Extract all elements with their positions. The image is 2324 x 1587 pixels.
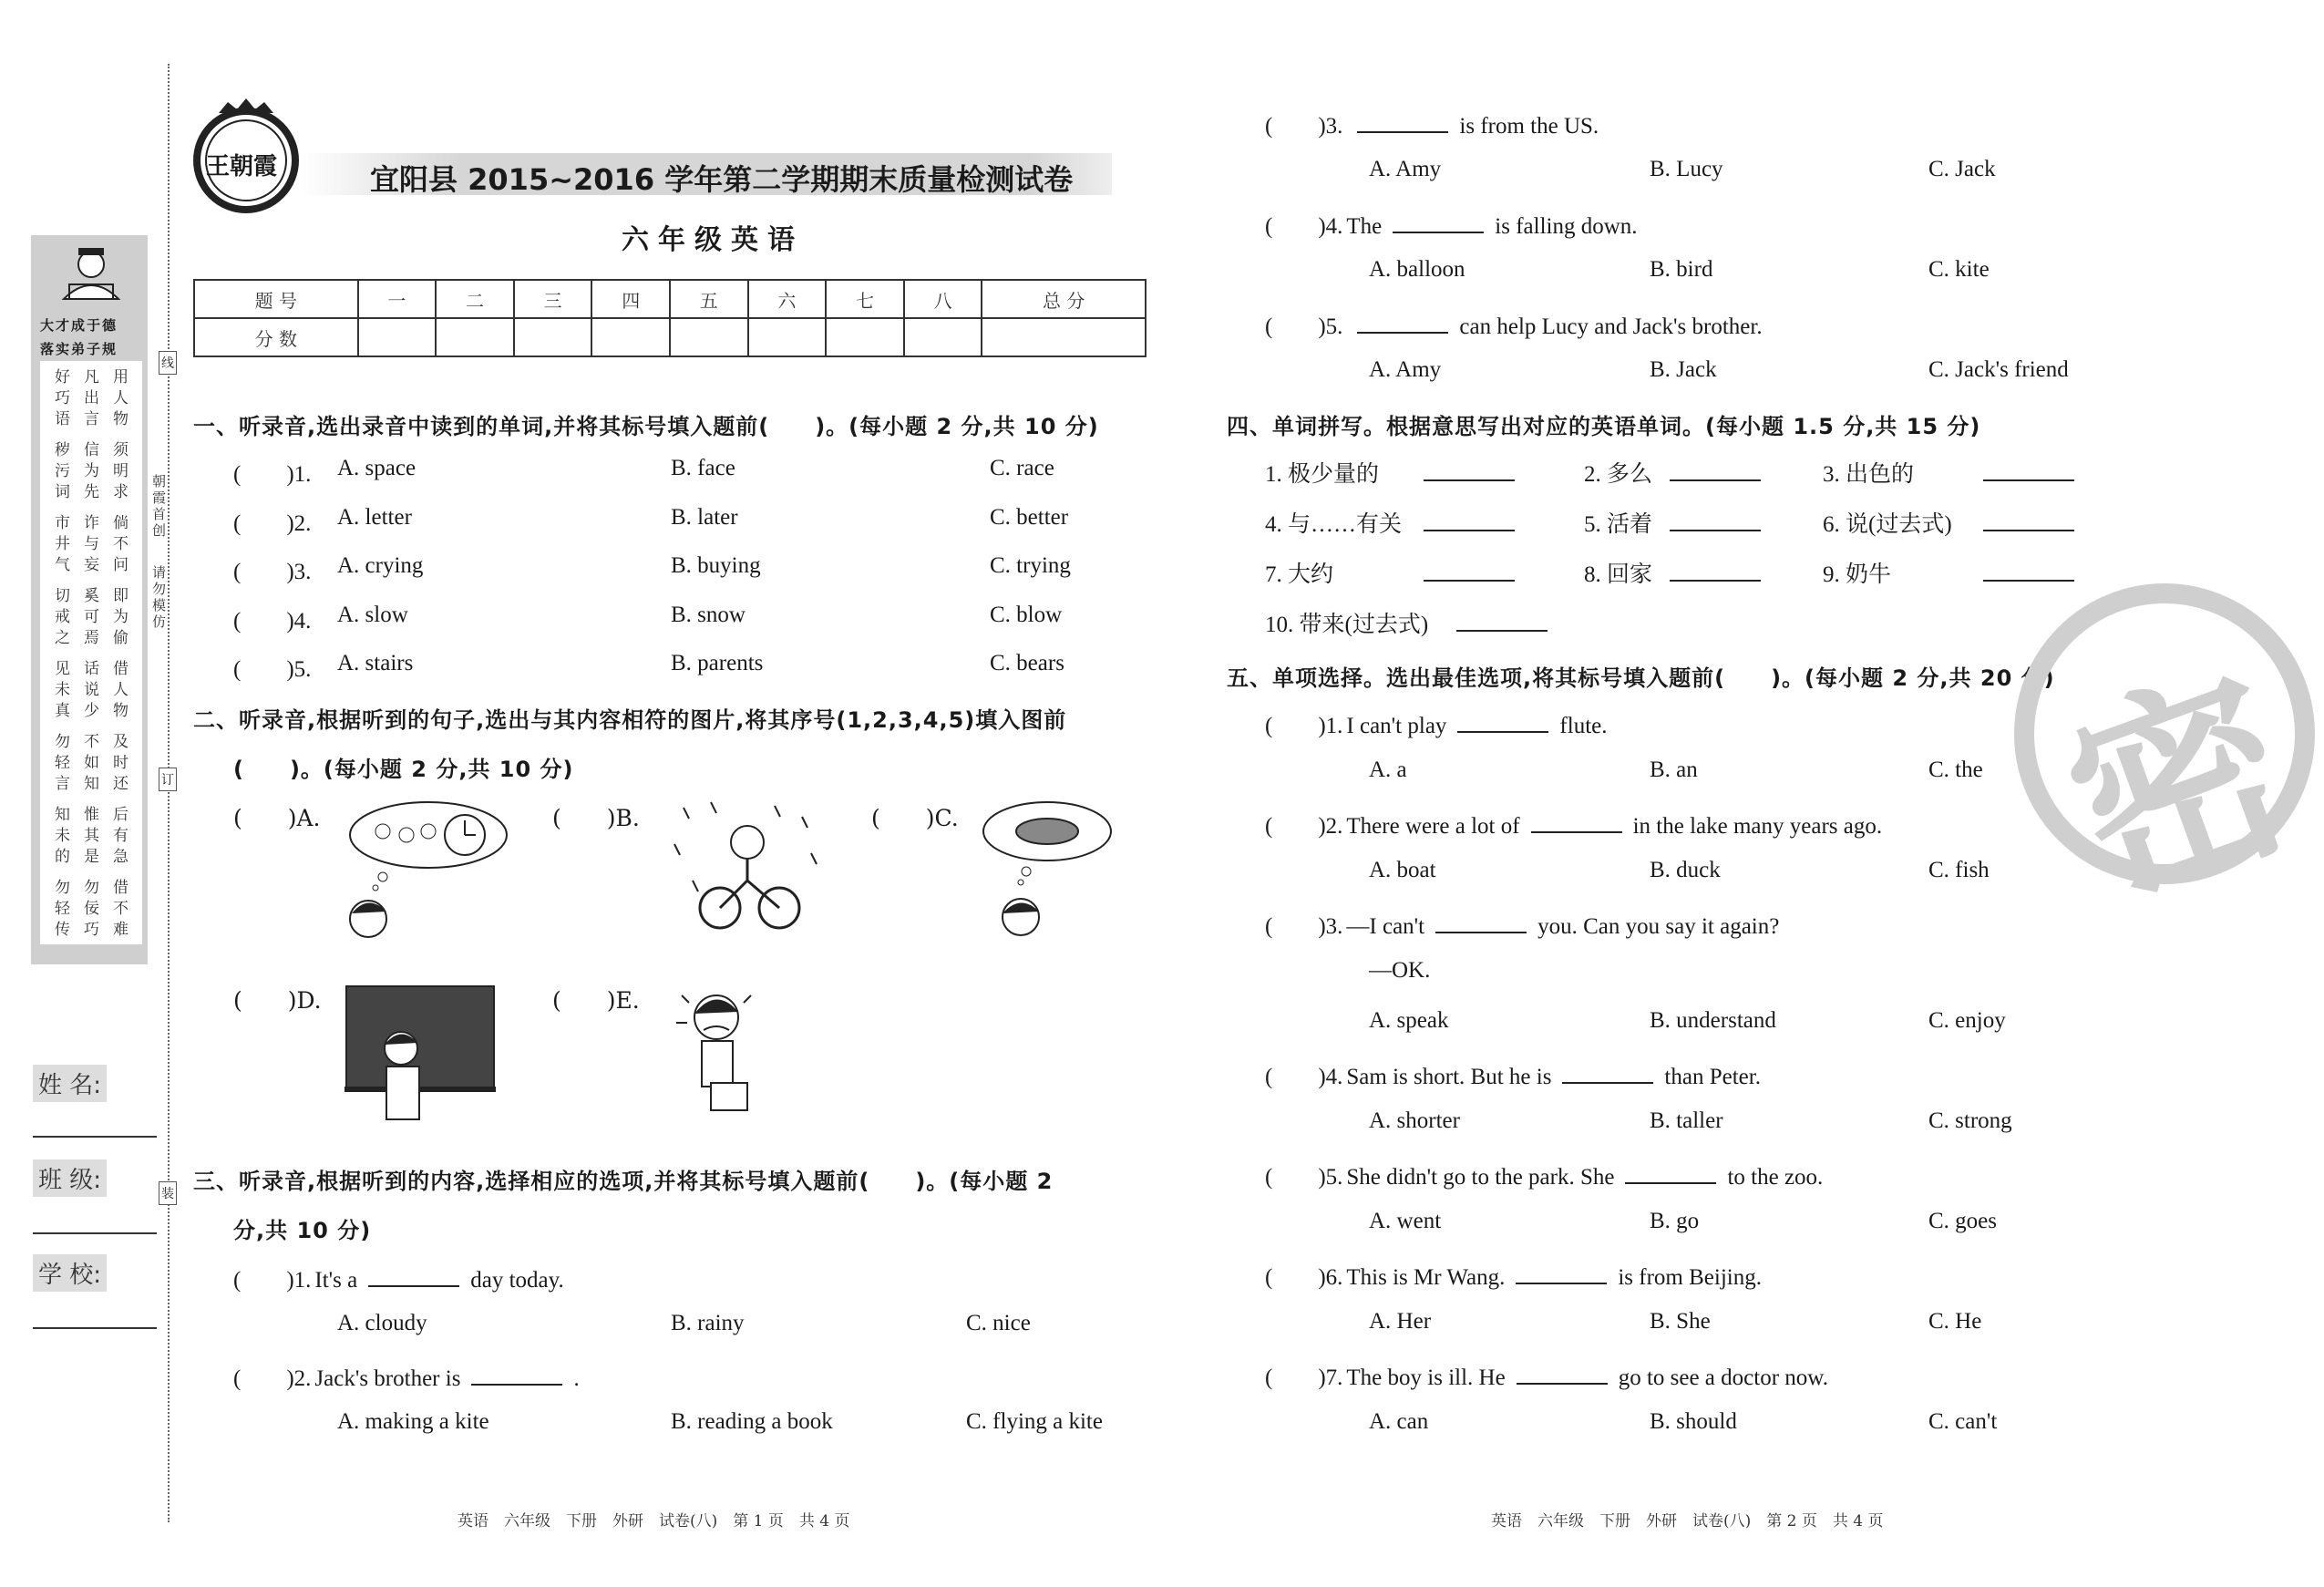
question-number[interactable]: ( )2. xyxy=(1265,814,1343,839)
option-a: A. balloon xyxy=(1369,257,1465,282)
option-b: B. bird xyxy=(1650,257,1713,282)
sidebar-verse-column: 信为先 xyxy=(80,441,98,504)
option-a: A. boat xyxy=(1369,858,1436,882)
stem-part-a: She didn't go to the park. She xyxy=(1346,1165,1615,1190)
option-b: B. She xyxy=(1650,1309,1711,1334)
question-number[interactable]: ( )7. xyxy=(1265,1365,1343,1390)
stem-part-a: Sam is short. But he is xyxy=(1346,1065,1552,1089)
score-cell: 总 分 xyxy=(982,280,1146,318)
answer-blank[interactable] xyxy=(1457,711,1548,733)
score-cell: 五 xyxy=(670,280,748,318)
score-cell: 二 xyxy=(436,280,514,318)
dialogue-reply: —OK. xyxy=(1369,958,1431,983)
stem-part-a: —I can't xyxy=(1346,914,1425,939)
logo-text: 王朝霞 xyxy=(206,153,278,180)
option-a: A. Amy xyxy=(1369,357,1442,382)
name-field[interactable] xyxy=(33,1136,157,1138)
score-cell: 四 xyxy=(591,280,670,318)
option-a: A. can xyxy=(1369,1409,1429,1434)
seal-text-2: 请勿模仿 xyxy=(150,565,167,631)
stem-part-a: The xyxy=(1346,214,1383,239)
sidebar-verse-column: 勿佞巧 xyxy=(80,879,98,942)
section3-title-cont: 分,共 10 分) xyxy=(233,1218,372,1243)
option-c: C. nice xyxy=(966,1311,1031,1335)
pic-c-label: ( )C. xyxy=(871,805,959,831)
sidebar-verse-column: 秽污词 xyxy=(51,441,69,504)
option-b: B. rainy xyxy=(671,1311,745,1335)
question-number[interactable]: ( )1. xyxy=(1265,714,1343,738)
sidebar-verse-column: 市井气 xyxy=(51,514,69,577)
option-a: A. making a kite xyxy=(337,1409,489,1434)
score-cell: 题 号 xyxy=(194,280,358,318)
option-b: B. an xyxy=(1650,757,1698,782)
sidebar-motto-top: 大才成于德 xyxy=(40,317,118,334)
word-prompt: 3. 出色的 xyxy=(1823,462,1915,487)
score-cell[interactable] xyxy=(436,318,514,356)
stem-part-b: flute. xyxy=(1559,714,1608,738)
option-b: B. snow xyxy=(671,602,746,627)
sidebar-verse-column: 勿轻传 xyxy=(51,879,69,942)
question-stem xyxy=(1265,1159,1823,1191)
class-field[interactable] xyxy=(33,1232,157,1234)
stem-part-a: It's a xyxy=(314,1268,358,1293)
stem-part-a: This is Mr Wang. xyxy=(1346,1265,1506,1290)
option-b: B. face xyxy=(671,456,735,480)
question-stem xyxy=(1265,1058,1761,1091)
picture-b-boy-cycling-rain-icon xyxy=(665,799,829,935)
footer-left: 英语 六年级 下册 外研 试卷(八) 第 1 页 共 4 页 xyxy=(458,1512,850,1530)
question-stem xyxy=(233,1360,580,1393)
binding-line xyxy=(168,64,170,1522)
sidebar-verse-column: 见未真 xyxy=(51,660,69,723)
option-a: A. letter xyxy=(337,504,412,530)
option-c: C. race xyxy=(990,456,1054,480)
stem-part-b: is from the US. xyxy=(1459,114,1599,139)
option-c: C. enjoy xyxy=(1928,1008,2006,1033)
question-stem xyxy=(1265,108,1599,140)
answer-blank[interactable] xyxy=(1357,111,1448,133)
word-prompt: 7. 大约 xyxy=(1265,562,1334,587)
option-a: A. went xyxy=(1369,1209,1442,1233)
sidebar-verse-column: 借不难 xyxy=(109,879,128,942)
name-label: 姓 名: xyxy=(33,1065,107,1102)
stem-part-b: can help Lucy and Jack's brother. xyxy=(1459,314,1763,339)
question-number[interactable]: ( )5. xyxy=(1265,314,1343,339)
option-b: B. parents xyxy=(671,651,764,675)
answer-blank[interactable] xyxy=(1424,459,1515,481)
section1-title: 一、听录音,选出录音中读到的单词,并将其标号填入题前( )。(每小题 2 分,共 10 分) xyxy=(193,414,1099,439)
stem-part-b: . xyxy=(573,1366,580,1391)
option-b: B. Lucy xyxy=(1650,157,1723,181)
sidebar-motto-top2: 落实弟子规 xyxy=(40,341,118,357)
section3-title: 三、听录音,根据听到的内容,选择相应的选项,并将其标号填入题前( )。(每小题 2 xyxy=(193,1169,1054,1194)
stem-part-b: is from Beijing. xyxy=(1618,1265,1762,1290)
option-a: A. slow xyxy=(337,602,408,627)
score-cell[interactable] xyxy=(358,318,437,356)
section2-title: 二、听录音,根据听到的句子,选出与其内容相符的图片,将其序号(1,2,3,4,5)填入图前 xyxy=(193,707,1067,733)
answer-blank[interactable] xyxy=(1983,560,2074,582)
score-cell[interactable] xyxy=(591,318,670,356)
picture-a-boy-thinking-icon xyxy=(346,799,510,950)
option-a: A. space xyxy=(337,456,416,480)
sidebar-verse-column: 倘不问 xyxy=(109,514,128,577)
question-number[interactable]: ( )4. xyxy=(233,608,312,634)
option-b: B. should xyxy=(1650,1409,1737,1434)
class-label: 班 级: xyxy=(33,1159,107,1197)
option-b: B. later xyxy=(671,504,738,530)
question-number[interactable]: ( )5. xyxy=(233,657,312,682)
answer-blank[interactable] xyxy=(1562,1062,1653,1084)
option-a: A. a xyxy=(1369,757,1407,782)
option-a: A. stairs xyxy=(337,651,414,675)
section4-title: 四、单词拼写。根据意思写出对应的英语单词。(每小题 1.5 分,共 15 分) xyxy=(1227,414,1981,439)
word-prompt: 5. 活着 xyxy=(1584,512,1653,537)
answer-blank[interactable] xyxy=(1625,1162,1716,1184)
picture-e-girl-crying-icon xyxy=(663,977,773,1123)
stem-part-b: go to see a doctor now. xyxy=(1618,1365,1828,1390)
answer-blank[interactable] xyxy=(1670,459,1761,481)
question-stem xyxy=(1265,808,1882,840)
picture-d-boy-blackboard-icon xyxy=(344,984,496,1121)
sidebar-verse-column: 须明求 xyxy=(109,441,128,504)
option-c: C. trying xyxy=(990,553,1071,578)
question-stem xyxy=(1265,308,1763,341)
question-number[interactable]: ( )4. xyxy=(1265,214,1343,239)
question-stem xyxy=(1265,707,1608,740)
seal-text-1: 朝霞首创 xyxy=(150,474,167,540)
section2-title-cont: ( )。(每小题 2 分,共 10 分) xyxy=(233,757,574,782)
score-value-row xyxy=(194,318,1146,356)
school-field[interactable] xyxy=(33,1327,157,1329)
pic-d-label: ( )D. xyxy=(233,987,322,1014)
option-a: A. cloudy xyxy=(337,1311,427,1335)
answer-blank[interactable] xyxy=(471,1364,562,1386)
binding-mark-2: 订 xyxy=(159,768,177,791)
question-number[interactable]: ( )2. xyxy=(233,1366,312,1391)
page-subtitle: 六年级英语 xyxy=(622,224,804,256)
school-label: 学 校: xyxy=(33,1254,107,1292)
stem-part-b: to the zoo. xyxy=(1727,1165,1824,1190)
stem-part-b: than Peter. xyxy=(1664,1065,1761,1089)
option-c: C. can't xyxy=(1928,1409,1998,1434)
answer-blank[interactable] xyxy=(1531,811,1622,833)
word-prompt: 1. 极少量的 xyxy=(1265,462,1380,487)
option-c: C. Jack xyxy=(1928,157,1996,181)
question-number[interactable]: ( )2. xyxy=(233,510,312,536)
score-cell[interactable] xyxy=(514,318,592,356)
answer-blank[interactable] xyxy=(1517,1363,1608,1385)
sidebar-verse-column: 及时还 xyxy=(109,733,128,796)
sidebar-verse-column: 不如知 xyxy=(80,733,98,796)
answer-blank[interactable] xyxy=(1670,510,1761,531)
score-cell[interactable] xyxy=(982,318,1146,356)
answer-blank[interactable] xyxy=(1357,312,1448,334)
question-stem xyxy=(233,1262,564,1294)
sidebar-mascot-icon xyxy=(46,244,137,308)
word-prompt: 2. 多么 xyxy=(1584,462,1653,487)
sidebar-verse-column: 知未的 xyxy=(51,806,69,869)
option-c: C. strong xyxy=(1928,1108,2012,1133)
sidebar-verse-column: 话说少 xyxy=(80,660,98,723)
option-b: B. taller xyxy=(1650,1108,1723,1133)
answer-blank[interactable] xyxy=(1393,211,1484,233)
question-number[interactable]: ( )3. xyxy=(233,560,312,584)
score-table xyxy=(193,279,1147,357)
score-header-row xyxy=(194,280,1146,318)
sidebar-verse-column: 切戒之 xyxy=(51,587,69,650)
question-number[interactable]: ( )5. xyxy=(1265,1165,1343,1190)
word-prompt: 9. 奶牛 xyxy=(1823,562,1892,587)
score-cell[interactable] xyxy=(904,318,982,356)
score-cell: 六 xyxy=(748,280,827,318)
binding-mark-3: 装 xyxy=(159,1181,177,1205)
option-c: C. kite xyxy=(1928,257,1990,282)
footer-right: 英语 六年级 下册 外研 试卷(八) 第 2 页 共 4 页 xyxy=(1491,1512,1884,1530)
option-b: B. Jack xyxy=(1650,357,1717,382)
score-cell[interactable] xyxy=(670,318,748,356)
sidebar-verse-column: 凡出言 xyxy=(80,368,98,431)
section5-title: 五、单项选择。选出最佳选项,将其标号填入题前( )。(每小题 2 分,共 20 分) xyxy=(1227,665,2055,691)
stem-part-b: is falling down. xyxy=(1495,214,1638,239)
pic-b-label: ( )B. xyxy=(552,805,640,831)
score-cell: 一 xyxy=(358,280,437,318)
pic-e-label: ( )E. xyxy=(552,987,640,1014)
answer-blank[interactable] xyxy=(1456,610,1548,632)
option-a: A. Amy xyxy=(1369,157,1442,181)
option-a: A. Her xyxy=(1369,1309,1432,1334)
option-b: B. understand xyxy=(1650,1008,1776,1033)
option-c: C. blow xyxy=(990,602,1063,627)
stem-part-a: Jack's brother is xyxy=(314,1366,461,1391)
score-cell: 三 xyxy=(514,280,592,318)
question-number[interactable]: ( )4. xyxy=(1265,1065,1343,1089)
word-prompt: 4. 与……有关 xyxy=(1265,512,1403,537)
answer-blank[interactable] xyxy=(1424,510,1515,531)
question-number[interactable]: ( )1. xyxy=(233,1268,312,1293)
score-cell: 分 数 xyxy=(194,318,358,356)
sidebar-verse-column: 惟其是 xyxy=(80,806,98,869)
answer-blank[interactable] xyxy=(1983,510,2074,531)
sidebar-verse-column: 即为偷 xyxy=(109,587,128,650)
option-c: C. flying a kite xyxy=(966,1409,1103,1434)
stem-part-a: The boy is ill. He xyxy=(1346,1365,1506,1390)
word-prompt: 10. 带来(过去式) xyxy=(1265,613,1429,637)
question-stem xyxy=(1265,908,1779,941)
stem-part-b: in the lake many years ago. xyxy=(1632,814,1883,839)
score-cell[interactable] xyxy=(826,318,904,356)
question-stem xyxy=(1265,208,1638,241)
question-number[interactable]: ( )3. xyxy=(1265,914,1343,939)
sidebar-verse-column: 后有急 xyxy=(109,806,128,869)
option-c: C. better xyxy=(990,504,1069,530)
option-a: A. speak xyxy=(1369,1008,1449,1033)
watermark-text: 密 xyxy=(2040,638,2320,940)
word-prompt: 6. 说(过去式) xyxy=(1823,512,1952,537)
option-c: C. He xyxy=(1928,1309,1982,1334)
score-cell: 七 xyxy=(826,280,904,318)
option-b: B. buying xyxy=(671,553,761,578)
answer-blank[interactable] xyxy=(1983,459,2074,481)
stem-part-b: you. Can you say it again? xyxy=(1537,914,1780,939)
option-a: A. shorter xyxy=(1369,1108,1460,1133)
picture-c-boy-hotdog-icon xyxy=(979,799,1116,944)
answer-blank[interactable] xyxy=(1516,1262,1607,1284)
question-stem xyxy=(1265,1359,1828,1392)
question-number[interactable]: ( )3. xyxy=(1265,114,1343,139)
sidebar-verse-column: 借人物 xyxy=(109,660,128,723)
question-stem xyxy=(1265,1259,1762,1292)
binding-mark-1: 线 xyxy=(159,351,177,375)
score-cell[interactable] xyxy=(748,318,827,356)
pic-a-label: ( )A. xyxy=(233,805,321,831)
answer-blank[interactable] xyxy=(1424,560,1515,582)
sidebar-verse-column: 勿轻言 xyxy=(51,733,69,796)
option-c: C. fish xyxy=(1928,858,1990,882)
sidebar-verse-column: 奚可焉 xyxy=(80,587,98,650)
option-b: B. duck xyxy=(1650,858,1721,882)
stem-part-b: day today. xyxy=(470,1268,564,1293)
option-c: C. the xyxy=(1928,757,1983,782)
option-a: A. crying xyxy=(337,553,424,578)
sidebar-verse-column: 诈与妄 xyxy=(80,514,98,577)
question-number[interactable]: ( )1. xyxy=(233,462,312,487)
option-c: C. goes xyxy=(1928,1209,1997,1233)
stem-part-a: There were a lot of xyxy=(1346,814,1520,839)
option-c: C. Jack's friend xyxy=(1928,357,2069,382)
score-cell: 八 xyxy=(904,280,982,318)
answer-blank[interactable] xyxy=(368,1265,459,1287)
option-b: B. reading a book xyxy=(671,1409,833,1434)
page-title: 宜阳县 2015~2016 学年第二学期期末质量检测试卷 xyxy=(370,162,1074,197)
option-c: C. bears xyxy=(990,651,1064,675)
sidebar-verse-column: 好巧语 xyxy=(51,368,69,431)
sidebar-verse-column: 用人物 xyxy=(109,368,128,431)
question-number[interactable]: ( )6. xyxy=(1265,1265,1343,1290)
option-b: B. go xyxy=(1650,1209,1700,1233)
word-prompt: 8. 回家 xyxy=(1584,562,1653,587)
answer-blank[interactable] xyxy=(1435,912,1527,933)
stem-part-a: I can't play xyxy=(1346,714,1447,738)
answer-blank[interactable] xyxy=(1670,560,1761,582)
